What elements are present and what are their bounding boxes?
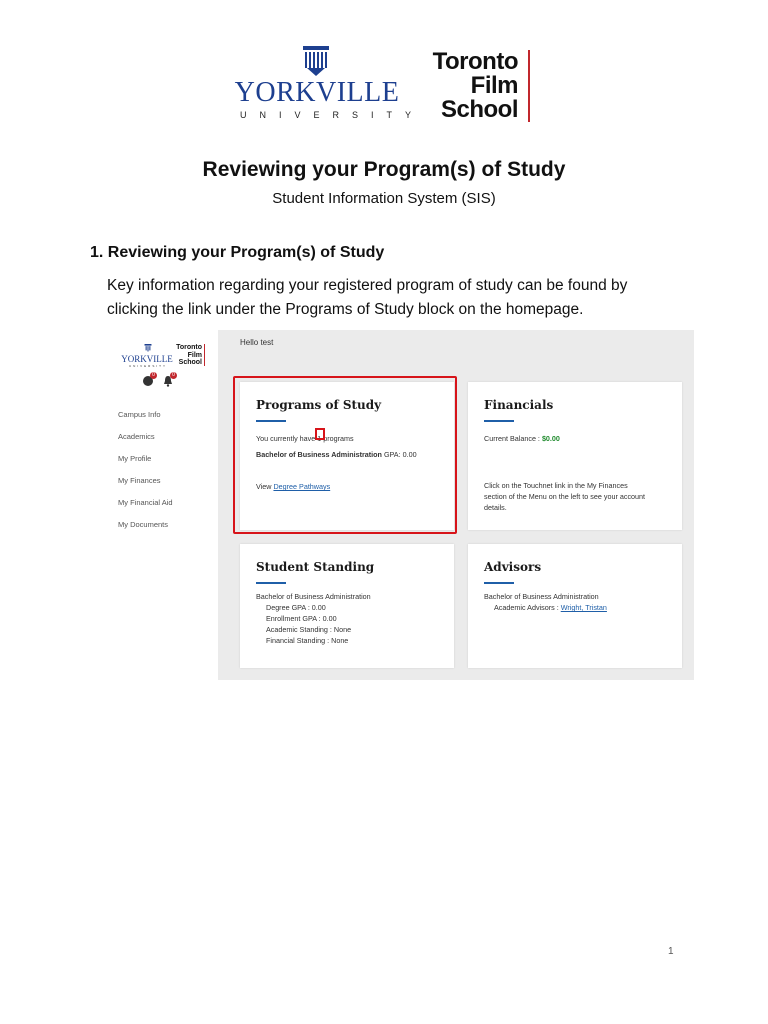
greeting: Hello test (240, 338, 274, 347)
balance-value: $0.00 (541, 434, 560, 443)
financials-card-title: Financials (484, 398, 554, 412)
document-subtitle: Student Information System (SIS) (272, 190, 496, 207)
yorkville-crest-icon (144, 344, 152, 352)
yorkville-crest-icon (301, 46, 331, 76)
page-number: 1 (668, 946, 674, 957)
toronto-film-school-logo (432, 48, 532, 124)
sis-logo-tfs-bar (204, 344, 205, 366)
financials-balance-line (484, 434, 560, 443)
advisors-card-title: Advisors (484, 560, 542, 574)
degree-pathways-link[interactable]: Degree Pathways (273, 482, 331, 491)
section-heading: 1. Reviewing your Program(s) of Study (90, 244, 385, 261)
programs-count-prefix: You currently have (256, 434, 316, 443)
advisors-card-rule (484, 582, 514, 584)
financials-card (468, 382, 682, 530)
advisor-label: Academic Advisors : (494, 603, 559, 612)
notifications-badge: 0 (170, 372, 177, 379)
programs-card-title: Programs of Study (256, 398, 382, 412)
programs-highlight-box (233, 376, 457, 534)
programs-program-name: Bachelor of Business Administration (256, 450, 382, 459)
financials-note-line-2: section of the Menu on the left to see your account (484, 492, 646, 501)
financial-standing: Financial Standing : None (266, 636, 349, 645)
tfs-line-2: Film (470, 72, 518, 99)
messages-button[interactable] (142, 374, 158, 388)
sis-logo-yorkville: YORKVILLE (121, 354, 173, 364)
programs-count-suffix: programs (323, 434, 354, 443)
sis-logo-university: UNIVERSITY (128, 364, 167, 368)
body-paragraph (107, 274, 687, 322)
standing-card-title: Student Standing (256, 560, 375, 574)
nav-item-my-documents[interactable]: My Documents (118, 520, 169, 529)
enrollment-gpa: Enrollment GPA : 0.00 (266, 614, 337, 623)
yorkville-logo (234, 46, 425, 120)
financials-note-line-1: Click on the Touchnet link in the My Finances (484, 481, 628, 490)
document-title: Reviewing your Program(s) of Study (202, 158, 566, 181)
notifications-button[interactable] (162, 374, 178, 388)
advisor-name-link[interactable]: Wright, Tristan (560, 603, 607, 612)
nav-item-my-financial-aid[interactable]: My Financial Aid (118, 498, 173, 507)
sis-logo-tfs-1: Toronto (176, 344, 202, 351)
yorkville-name: YORKVILLE (234, 77, 400, 108)
tfs-line-1: Toronto (432, 48, 518, 75)
standing-card (240, 544, 454, 668)
body-line-1: Key information regarding your registered program of study can be found by (107, 277, 628, 294)
tfs-line-3: School (440, 96, 518, 123)
nav-item-academics[interactable]: Academics (118, 432, 155, 441)
nav-item-my-profile[interactable]: My Profile (118, 454, 152, 463)
sis-sidebar (108, 330, 218, 680)
sis-screenshot (108, 330, 694, 680)
sis-logo-tfs-3: School (178, 359, 202, 366)
messages-badge: 0 (150, 372, 157, 379)
sis-icon-row (142, 374, 192, 388)
financials-card-rule (484, 420, 514, 422)
advisors-line (494, 603, 607, 612)
standing-program-name: Bachelor of Business Administration (256, 592, 371, 601)
programs-view-prefix: View (256, 482, 272, 491)
programs-count: 1 (317, 434, 322, 443)
academic-standing: Academic Standing : None (266, 625, 352, 634)
body-line-2: clicking the link under the Programs of Study block on the homepage. (107, 301, 584, 318)
yorkville-subtitle: UNIVERSITY (240, 110, 425, 120)
tfs-red-bar (528, 50, 530, 122)
balance-label: Current Balance : (484, 434, 540, 443)
nav-item-my-finances[interactable]: My Finances (118, 476, 161, 485)
programs-gpa: GPA: 0.00 (383, 450, 417, 459)
sis-logo-tfs-2: Film (187, 351, 202, 359)
advisors-program-name: Bachelor of Business Administration (484, 592, 599, 601)
standing-card-rule (256, 582, 286, 584)
degree-gpa: Degree GPA : 0.00 (266, 603, 326, 612)
advisors-card (468, 544, 682, 668)
nav-item-campus-info[interactable]: Campus Info (118, 410, 161, 419)
sis-logo-tfs (172, 344, 202, 367)
financials-note-line-3: details. (484, 503, 507, 512)
program-count-highlight (315, 428, 325, 440)
